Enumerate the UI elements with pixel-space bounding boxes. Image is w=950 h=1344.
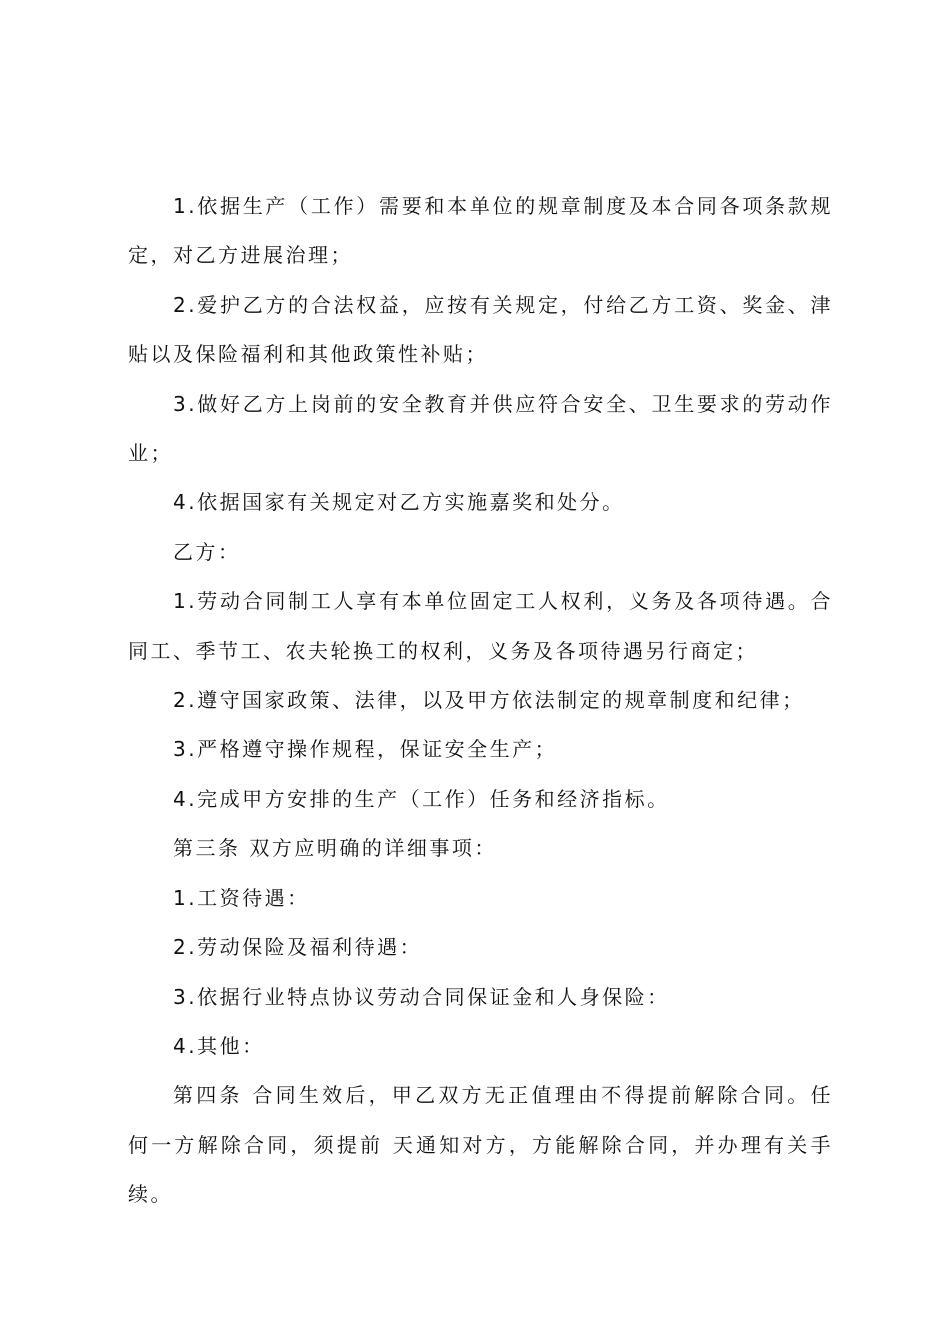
paragraph-article-3-item-3: 3.依据行业特点协议劳动合同保证金和人身保险： xyxy=(173,984,670,1009)
paragraph-party-a-duty-4: 4.依据国家有关规定对乙方实施嘉奖和处分。 xyxy=(173,490,625,515)
paragraph-party-a-duty-2: 2.爱护乙方的合法权益，应按有关规定，付给乙方工资、奖金、津贴以及保险福利和其他政策性补贴； xyxy=(128,292,833,367)
paragraph-party-b-duty-1: 1.劳动合同制工人享有本单位固定工人权利，义务及各项待遇。合同工、季节工、农夫轮换工的权利，义务及各项待遇另行商定； xyxy=(128,589,833,663)
paragraph-party-a-duty-1: 1.依据生产（工作）需要和本单位的规章制度及本合同各项条款规定，对乙方进展治理； xyxy=(128,194,833,268)
paragraph-article-3-heading: 第三条 双方应明确的详细事项： xyxy=(173,836,497,861)
paragraph-article-3-item-2: 2.劳动保险及福利待遇： xyxy=(173,935,423,960)
paragraph-party-a-duty-3: 3.做好乙方上岗前的安全教育并供应符合安全、卫生要求的劳动作业； xyxy=(128,391,833,466)
paragraph-article-4: 第四条 合同生效后，甲乙双方无正值理由不得提前解除合同。任何一方解除合同，须提前 天通知对方，方能解除合同，并办理有关手续。 xyxy=(128,1083,833,1207)
paragraph-party-b-duty-4: 4.完成甲方安排的生产（工作）任务和经济指标。 xyxy=(173,786,670,811)
paragraph-article-3-item-1: 1.工资待遇： xyxy=(173,885,310,910)
document-body xyxy=(128,182,833,1220)
paragraph-party-b-duty-3: 3.严格遵守操作规程，保证安全生产； xyxy=(173,737,558,762)
paragraph-article-3-item-4: 4.其他： xyxy=(173,1033,265,1058)
paragraph-party-b-duty-2: 2.遵守国家政策、法律，以及甲方依法制定的规章制度和纪律； xyxy=(173,688,805,713)
paragraph-party-b-heading: 乙方： xyxy=(173,539,241,564)
